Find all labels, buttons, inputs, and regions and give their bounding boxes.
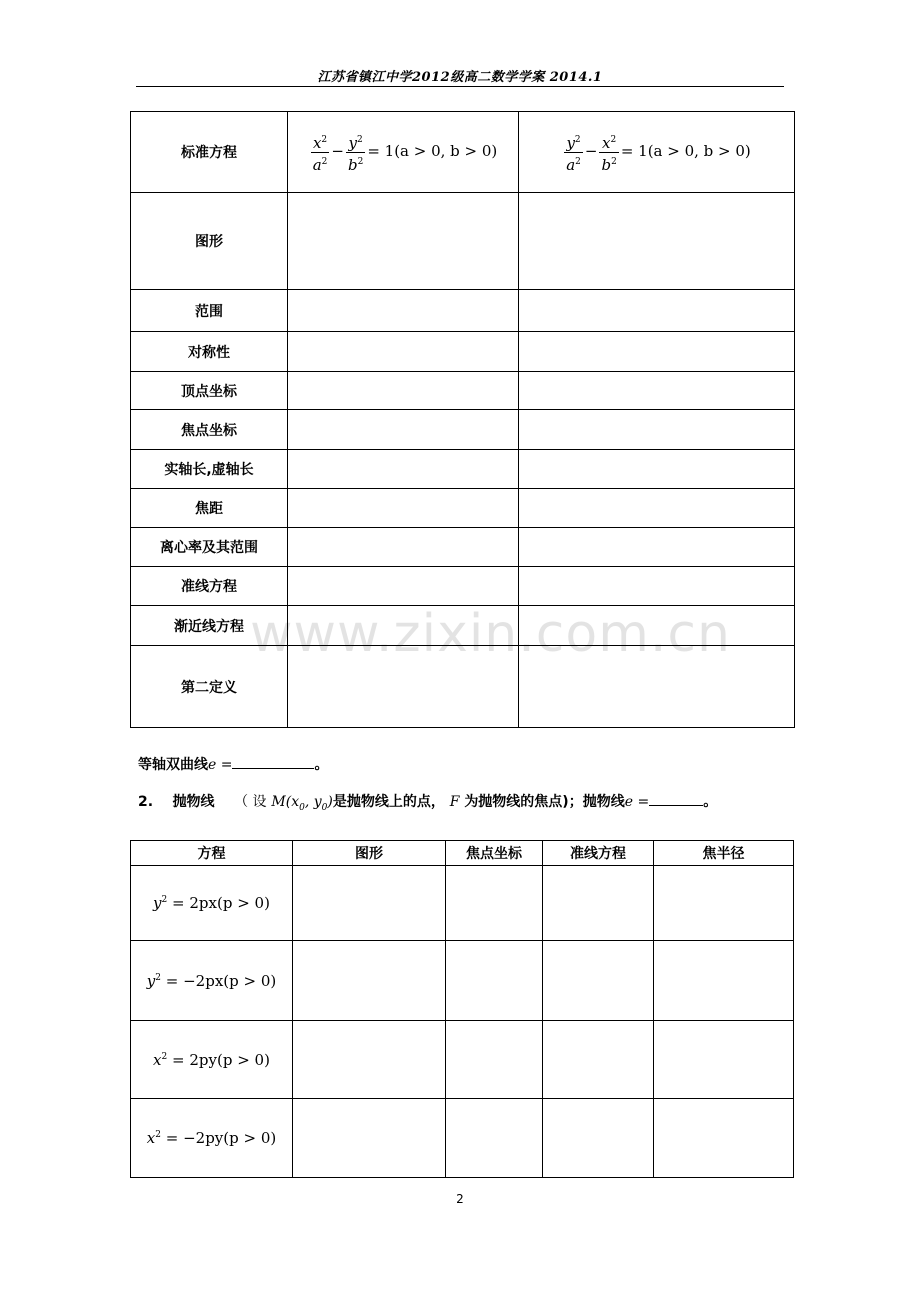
blank-cell xyxy=(543,941,654,1021)
blank-cell xyxy=(293,866,446,941)
table-row xyxy=(131,1021,794,1099)
answer-blank[interactable] xyxy=(232,756,314,769)
blank-cell xyxy=(288,410,519,450)
period: 。 xyxy=(314,757,329,773)
answer-blank[interactable] xyxy=(649,793,703,806)
blank-cell xyxy=(288,332,519,372)
blank-cell xyxy=(654,1099,794,1178)
blank-cell xyxy=(543,866,654,941)
row-label: 实轴长,虚轴长 xyxy=(131,450,288,489)
row-label: 图形 xyxy=(131,193,288,290)
blank-cell xyxy=(293,1021,446,1099)
watermark: www.zixin.com.cn xyxy=(250,604,731,664)
table-row xyxy=(131,332,795,372)
table-row xyxy=(131,1099,794,1178)
blank-cell xyxy=(446,866,543,941)
desc-focus: 为抛物线的焦点)；抛物线 xyxy=(464,794,625,810)
eccentricity-expr: e = xyxy=(208,757,233,773)
parabola-equation: $y^2 = 2px(p > 0)$ xyxy=(131,866,293,941)
col-header: 准线方程 xyxy=(543,841,654,866)
blank-cell xyxy=(446,1021,543,1099)
focus-f: F xyxy=(449,794,460,810)
table-row xyxy=(131,290,795,332)
row-label: 顶点坐标 xyxy=(131,372,288,410)
table-row xyxy=(131,528,795,567)
row-label: 准线方程 xyxy=(131,567,288,606)
blank-cell xyxy=(519,567,795,606)
blank-cell xyxy=(654,1021,794,1099)
blank-cell xyxy=(543,1099,654,1178)
blank-cell xyxy=(293,1099,446,1178)
row-label: 标准方程 xyxy=(131,112,288,193)
row-label: 第二定义 xyxy=(131,646,288,728)
col-header: 焦半径 xyxy=(654,841,794,866)
hyperbola-equation-y: $\frac{y^2}{a^2}$ − $\frac{x^2}{b^2}$ = 1(a > 0, b > 0) xyxy=(519,112,795,193)
blank-cell xyxy=(293,941,446,1021)
paren-open: （ 设 xyxy=(234,794,267,810)
equiaxial-hyperbola-line xyxy=(138,754,328,774)
table-row xyxy=(131,567,795,606)
parabola-equation: $x^2 = -2py(p > 0)$ xyxy=(131,1099,293,1178)
table-row xyxy=(131,450,795,489)
row-label: 离心率及其范围 xyxy=(131,528,288,567)
blank-cell xyxy=(288,450,519,489)
table-row xyxy=(131,866,794,941)
desc-point: 是抛物线上的点， xyxy=(332,794,445,810)
parabola-properties-table xyxy=(130,840,794,1178)
parabola-section-heading xyxy=(138,791,717,813)
table-row xyxy=(131,112,795,193)
row-label: 渐近线方程 xyxy=(131,606,288,646)
blank-cell xyxy=(288,193,519,290)
blank-cell xyxy=(654,941,794,1021)
blank-cell xyxy=(519,410,795,450)
point-m: $M(x_0$, $y_0$) xyxy=(271,794,333,813)
row-label: 焦距 xyxy=(131,489,288,528)
col-header: 图形 xyxy=(293,841,446,866)
section-title: 抛物线 xyxy=(172,794,215,810)
page-number: 2 xyxy=(456,1192,464,1206)
hyperbola-equation-x: $\frac{x^2}{a^2}$ − $\frac{y^2}{b^2}$ = 1(a > 0, b > 0) xyxy=(288,112,519,193)
blank-cell xyxy=(519,193,795,290)
blank-cell xyxy=(288,567,519,606)
blank-cell xyxy=(519,450,795,489)
table-row xyxy=(131,193,795,290)
table-header-row xyxy=(131,841,794,866)
section-number: 2. xyxy=(138,794,154,810)
table-row xyxy=(131,410,795,450)
period: 。 xyxy=(703,794,718,810)
table-row xyxy=(131,489,795,528)
blank-cell xyxy=(519,332,795,372)
page-header: 江苏省镇江中学2012级高二数学学案 2014.1 xyxy=(317,70,603,85)
blank-cell xyxy=(288,528,519,567)
eccentricity-expr: e = xyxy=(624,794,650,810)
row-label: 焦点坐标 xyxy=(131,410,288,450)
blank-cell xyxy=(519,290,795,332)
row-label: 范围 xyxy=(131,290,288,332)
table-row xyxy=(131,941,794,1021)
equiaxial-label: 等轴双曲线 xyxy=(138,757,208,773)
blank-cell xyxy=(446,941,543,1021)
blank-cell xyxy=(288,489,519,528)
blank-cell xyxy=(519,528,795,567)
col-header: 焦点坐标 xyxy=(446,841,543,866)
table-row xyxy=(131,372,795,410)
header-rule xyxy=(136,86,784,87)
col-header: 方程 xyxy=(131,841,293,866)
blank-cell xyxy=(543,1021,654,1099)
blank-cell xyxy=(288,372,519,410)
blank-cell xyxy=(519,489,795,528)
row-label: 对称性 xyxy=(131,332,288,372)
blank-cell xyxy=(288,290,519,332)
parabola-equation: $x^2 = 2py(p > 0)$ xyxy=(131,1021,293,1099)
blank-cell xyxy=(654,866,794,941)
blank-cell xyxy=(446,1099,543,1178)
parabola-equation: $y^2 = -2px(p > 0)$ xyxy=(131,941,293,1021)
blank-cell xyxy=(519,372,795,410)
